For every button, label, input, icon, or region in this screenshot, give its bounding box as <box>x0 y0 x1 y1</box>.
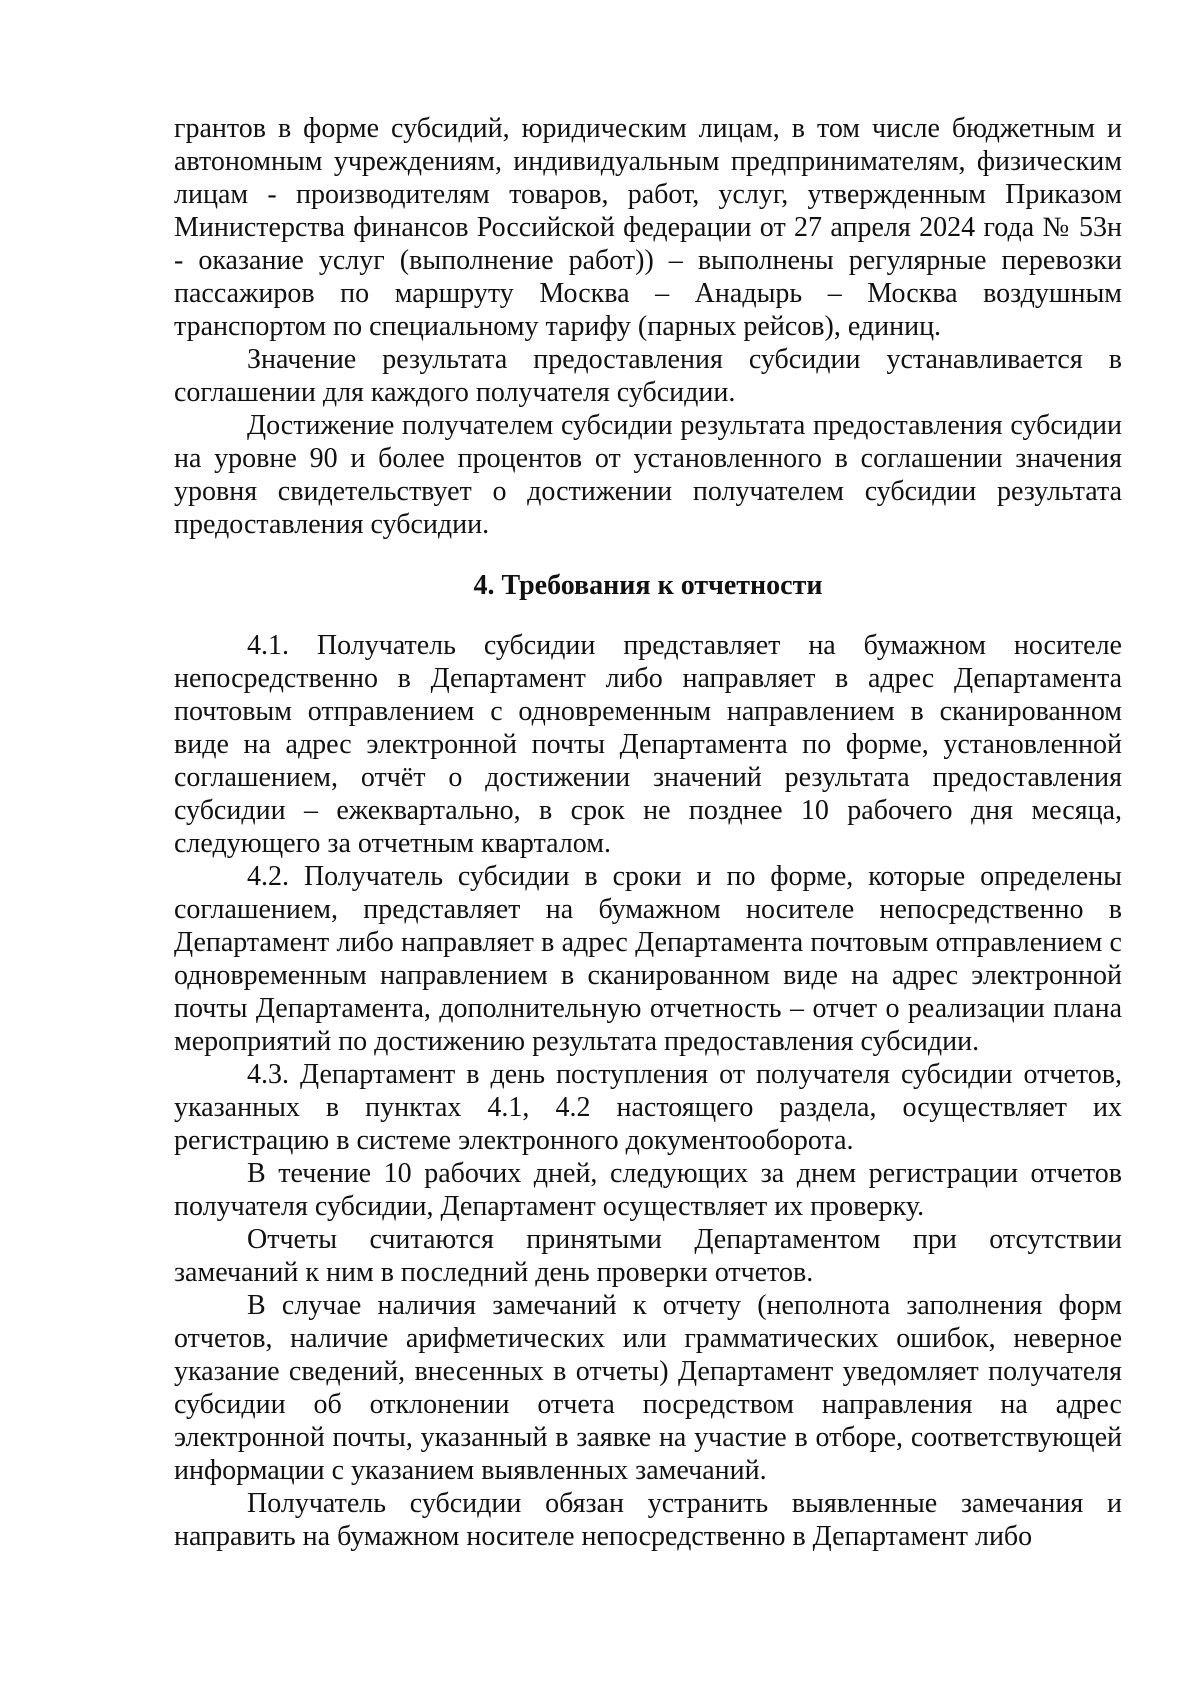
continued-paragraph: грантов в форме субсидий, юридическим лицам, в том числе бюджетным и автономным учреждениям, индивидуальным предпринимателям, физическим лицам - производителям товаров, работ, услуг, утвержденным Приказом Министерства финансов Российской федерации от 27 апреля 2024 года № 53н - оказание услуг (выполнение работ)) – выполнены регулярные перевозки пассажиров по маршруту Москва – Анадырь – Москва воздушным транспортом по специальному тарифу (парных рейсов), единиц. <box>174 113 1122 342</box>
paragraph-reports-accepted: Отчеты считаются принятыми Департаментом при отсутствии замечаний к ним в последний день проверки отчетов. <box>174 1224 1122 1288</box>
paragraph-4-2: 4.2. Получатель субсидии в сроки и по форме, которые определены соглашением, представляет на бумажном носителе непосредственно в Департамент либо направляет в адрес Департамента почтовым отправлением с одновременным направлением в сканированном виде на адрес электронной почты Департамента, дополнительную отчетность – отчет о реализации плана мероприятий по достижению результата предоставления субсидии. <box>174 861 1122 1057</box>
paragraph-remarks: В случае наличия замечаний к отчету (неполнота заполнения форм отчетов, наличие арифметических или грамматических ошибок, неверное указание сведений, внесенных в отчеты) Департамент уведомляет получателя субсидии об отклонении отчета посредством направления на адрес электронной почты, указанный в заявке на участие в отборе, соответствующей информации с указанием выявленных замечаний. <box>174 1290 1122 1486</box>
paragraph-4-1: 4.1. Получатель субсидии представляет на бумажном носителе непосредственно в Департамент либо направляет в адрес Департамента почтовым отправлением с одновременным направлением в сканированном виде на адрес электронной почты Департамента по форме, установленной соглашением, отчёт о достижении значений результата предоставления субсидии – ежеквартально, в срок не позднее 10 рабочего дня месяца, следующего за отчетным кварталом. <box>174 630 1122 859</box>
paragraph-result-achievement: Достижение получателем субсидии результата предоставления субсидии на уровне 90 и более процентов от установленного в соглашении значения уровня свидетельствует о достижении получателем субсидии результата предоставления субсидии. <box>174 410 1122 540</box>
paragraph-obligation: Получатель субсидии обязан устранить выявленные замечания и направить на бумажном носителе непосредственно в Департамент либо <box>174 1488 1122 1552</box>
paragraph-4-3: 4.3. Департамент в день поступления от получателя субсидии отчетов, указанных в пунктах 4.1, 4.2 настоящего раздела, осуществляет их регистрацию в системе электронного документооборота. <box>174 1059 1122 1156</box>
document-page <box>174 112 1122 1553</box>
paragraph-review-period: В течение 10 рабочих дней, следующих за днем регистрации отчетов получателя субсидии, Департамент осуществляет их проверку. <box>174 1158 1122 1222</box>
section-heading: 4. Требования к отчетности <box>473 570 823 601</box>
paragraph-result-value: Значение результата предоставления субсидии устанавливается в соглашении для каждого получателя субсидии. <box>174 344 1122 408</box>
